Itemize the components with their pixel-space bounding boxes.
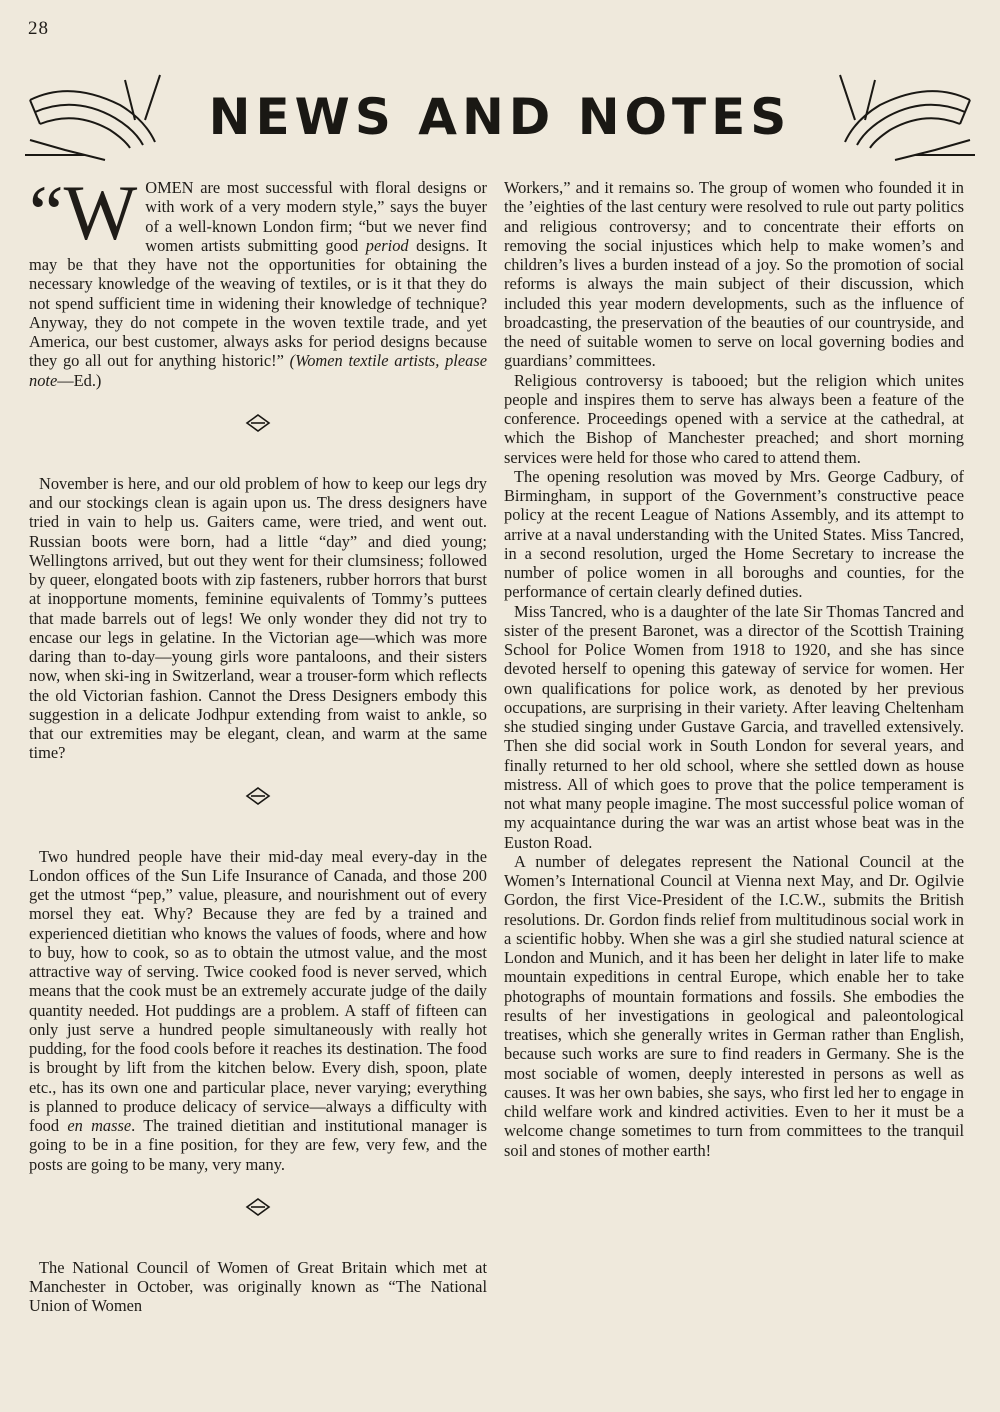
- page-number: 28: [28, 18, 49, 39]
- paragraph-textile-designs: “W OMEN are most successful with floral designs or with work of a very modern style,” says the buyer of a well-known London firm; “but we never find women artists submitting good period designs. It may be that they have not the opportunities for obtaining the necessary knowledge of the weaving of textiles, or is it that they do not spend sufficient time in widening their knowledge of technique? Anyway, they do not compete in the woven textile trade, and yet America, our best customer, always asks for period designs because they go all out for anything historic!” (Women textile artists, please note—Ed.): [29, 169, 487, 390]
- left-column: [29, 169, 487, 1316]
- right-column: [504, 178, 964, 1160]
- paragraph-dietitian: Two hundred people have their mid-day meal every-day in the London offices of the Sun Life Insurance of Canada, and those 200 get the utmost “pep,” value, pleasure, and nourishment out of every morsel they eat. Why? Because they are fed by a trained and experienced dietitian who knows the values of foods, where and how to buy, how to cook, so as to obtain the utmost value, and the most attractive way of serving. Twice cooked food is never served, which means that the cook must be an extremely accurate judge of the daily quantity needed. Hot puddings are a problem. A staff of fifteen can only just serve a hundred people simultaneously with really hot pudding, for the food cools before it reaches its destination. The food is brought by lift from the kitchen below. Every dish, spoon, plate etc., has its own one and particular place, never varying; everything is planned to produce delicacy of service—always a difficulty with food en masse. The trained dietitian and institutional manager is going to be in a fine position, for they are few, very few, and the posts are going to be many, very many.: [29, 846, 487, 1174]
- separator: [29, 1198, 487, 1218]
- diamond-ornament-icon: [245, 787, 271, 805]
- paragraph-resolutions: The opening resolution was moved by Mrs. George Cadbury, of Birmingham, in support of the Government’s constructive peace policy at the recent League of Nations Assembly, and its attempt to arrive at a naval understanding with the United States. Miss Tancred, in a second resolution, urged the Home Secretary to increase the number of police women in all boroughs and counties, for the performance of certain clearly defined duties.: [504, 466, 964, 602]
- diamond-ornament-icon: [245, 414, 271, 432]
- paragraph-wet-legs: November is here, and our old problem of how to keep our legs dry and our stockings clean is again upon us. The dress designers have tried in vain to help us. Gaiters came, were tried, and went out. Russian boots were born, had a little “day” and died young; Wellingtons arrived, but out they went for their clumsiness; followed by queer, elongated boots with zip fasteners, rubber horrors that burst at inopportune moments, feminine equivalents of Tommy’s puttees that made barrels out of legs! We only wonder they did not try to encase our legs in gelatine. In the Victorian age—which was more daring than to-day—young girls wore pantaloons, and their sisters now, when ski-ing in Switzerland, wear a trouser-form which reflects the old Victorian fashion. Cannot the Dress Designers embody this suggestion in a delicate Jodhpur extending from waist to ankle, so that our extremities may be elegant, clean, and warm at the same time?: [29, 473, 487, 763]
- paragraph-council-continued: Workers,” and it remains so. The group of women who founded it in the ’eighties of the last century were resolved to rule out party politics and religious controversy; and to concentrate their efforts on removing the social injustices which help to make women’s and children’s lives a burden instead of a joy. So the promotion of social reforms is always the main subject of their discussion, which included this year modern developments, such as the influence of broadcasting, the preservation of the beauties of our countryside, and the need of suitable women to serve on local governing bodies and guardians’ committees.: [504, 178, 964, 371]
- separator: [29, 787, 487, 807]
- paragraph-national-council: The National Council of Women of Great Britain which met at Manchester in October, was originally known as “The National Union of Women: [29, 1257, 487, 1316]
- page-title: NEWS AND NOTES: [208, 88, 792, 146]
- drop-cap: “W: [29, 169, 138, 256]
- separator: [29, 414, 487, 434]
- paragraph-dr-gordon: A number of delegates represent the National Council at the Women’s International Council at Vienna next May, and Dr. Ogilvie Gordon, the first Vice-President of the I.C.W., submits the British resolutions. Dr. Gordon finds relief from multitudinous social work in a scientific hobby. When she was a girl she studied natural science at London and Munich, and it has been her delight in later life to make mountain expeditions in central Europe, which enable her to take photographs of mountain formations and fossils. She embodies the results of her investigations in geological and paleontological treatises, which she generally writes in German rather than English, because such works are sure to find readers in Germany. She is the most sociable of women, deeply interested in persons as well as causes. It was her own babies, she says, who first led her to engage in child welfare work and kindred activities. Even to her it must be a welcome change sometimes to turn from committees to the tranquil soil and stones of mother earth!: [504, 851, 964, 1160]
- paragraph-religion: Religious controversy is tabooed; but the religion which unites people and inspires them to serve has always been a feature of the conference. Proceedings opened with a service at the cathedral, at which the Bishop of Manchester preached; and short morning services were held for those who cared to attend them.: [504, 370, 964, 467]
- diamond-ornament-icon: [245, 1198, 271, 1216]
- paragraph-miss-tancred: Miss Tancred, who is a daughter of the late Sir Thomas Tancred and sister of the present Baronet, was a director of the Scottish Training School for Police Women from 1918 to 1920, and she has since devoted herself to opening this gateway of service for women. Her own qualifications for police work, as denoted by her previous occupations, are surprising in their variety. After leaving Cheltenham she studied singing under Gustave Garcia, and travelled extensively. Then she did social work in South London for several years, and finally returned to her old school, where she settled down as house mistress. All of which goes to prove that the police temperament is not what many people imagine. The most successful police woman of my acquaintance during the war was an artist whose beat was in the Euston Road.: [504, 601, 964, 852]
